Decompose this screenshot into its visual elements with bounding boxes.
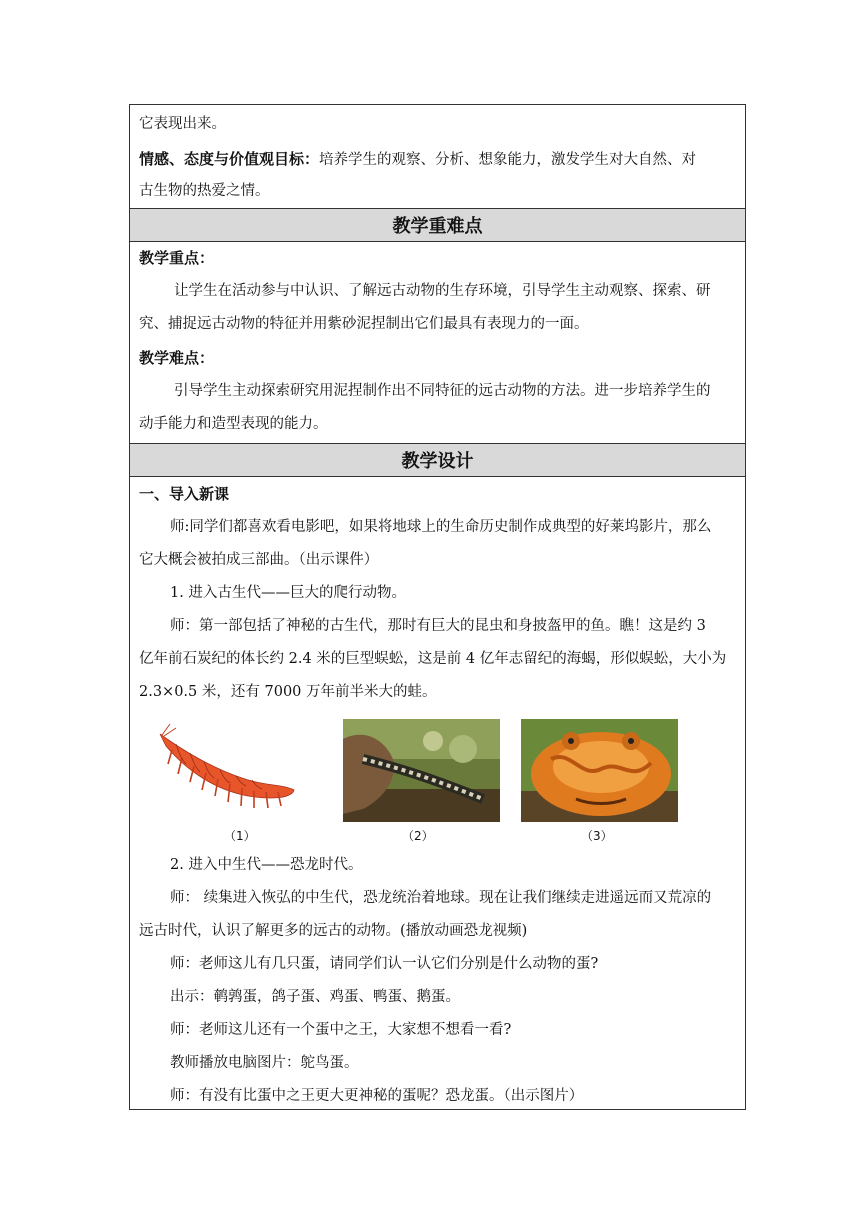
section-header-key-points: 教学重难点 — [130, 208, 745, 242]
focus-label: 教学重点： — [139, 249, 215, 267]
intro-para-line-2: 它大概会被拍成三部曲。（出示课件） — [139, 552, 379, 568]
caption-3: （3） — [581, 829, 613, 843]
intro-para-line-1: 师:同学们都喜欢看电影吧，如果将地球上的生命历史制作成典型的好莱坞影片，那么 — [170, 519, 712, 535]
mesozoic-para-line-2: 远古时代，认识了解更多的远古的动物。(播放动画恐龙视频) — [139, 923, 528, 939]
paleozoic-para-line-1: 师：第一部包括了神秘的古生代，那时有巨大的昆虫和身披盔甲的鱼。瞧！这是约 3 — [170, 618, 706, 634]
caption-2: （2） — [402, 829, 434, 843]
section-header-design: 教学设计 — [130, 443, 745, 477]
centipede-image — [152, 720, 300, 824]
dinosaur-egg-line: 师：有没有比蛋中之王更大更神秘的蛋呢？恐龙蛋。（出示图片） — [170, 1088, 584, 1104]
focus-text-line-1: 让学生在活动参与中认识、了解远古动物的生存环境，引导学生主动观察、探索、研 — [174, 283, 711, 299]
item-2: 2. 进入中生代——恐龙时代。 — [170, 857, 363, 873]
mesozoic-para-line-1: 师： 续集进入恢弘的中生代，恐龙统治着地球。现在让我们继续走进遥远而又荒凉的 — [170, 890, 712, 906]
ostrich-egg-line: 教师播放电脑图片：鸵鸟蛋。 — [170, 1055, 359, 1071]
difficulty-text-line-2: 动手能力和造型表现的能力。 — [139, 416, 328, 432]
difficulty-text-line-1: 引导学生主动探索研究用泥捏制作出不同特征的远古动物的方法。进一步培养学生的 — [174, 383, 711, 399]
caption-1: （1） — [224, 829, 256, 843]
continuation-line: 它表现出来。 — [139, 116, 226, 132]
lesson-table — [129, 104, 746, 1110]
emotion-goal-line — [139, 149, 737, 170]
emotion-goal-label: 情感、态度与价值观目标： — [139, 150, 320, 168]
eggs-question: 师：老师这儿有几只蛋，请同学们认一认它们分别是什么动物的蛋? — [170, 956, 599, 972]
paleozoic-para-line-2: 亿年前石炭纪的体长约 2.4 米的巨型蜈蚣，这是前 4 亿年志留纪的海蝎，形似蜈蚣，大小为 — [139, 651, 727, 667]
section-1-title: 一、导入新课 — [139, 485, 230, 503]
king-egg-question: 师：老师这儿还有一个蛋中之王，大家想不想看一看? — [170, 1022, 512, 1038]
item-1: 1. 进入古生代——巨大的爬行动物。 — [170, 585, 406, 601]
emotion-goal-text: 培养学生的观察、分析、想象能力，激发学生对大自然、对 — [319, 152, 697, 168]
sea-scorpion-image — [343, 719, 500, 822]
frog-image — [521, 719, 678, 822]
focus-text-line-2: 究、捕捉远古动物的特征并用紫砂泥捏制出它们最具有表现力的一面。 — [139, 316, 589, 332]
emotion-goal-continuation: 古生物的热爱之情。 — [139, 183, 270, 199]
eggs-shown: 出示：鹌鹑蛋，鸽子蛋、鸡蛋、鸭蛋、鹅蛋。 — [170, 989, 460, 1005]
paleozoic-para-line-3: 2.3×0.5 米，还有 7000 万年前半米大的蛙。 — [139, 684, 437, 700]
difficulty-label: 教学难点： — [139, 349, 215, 367]
